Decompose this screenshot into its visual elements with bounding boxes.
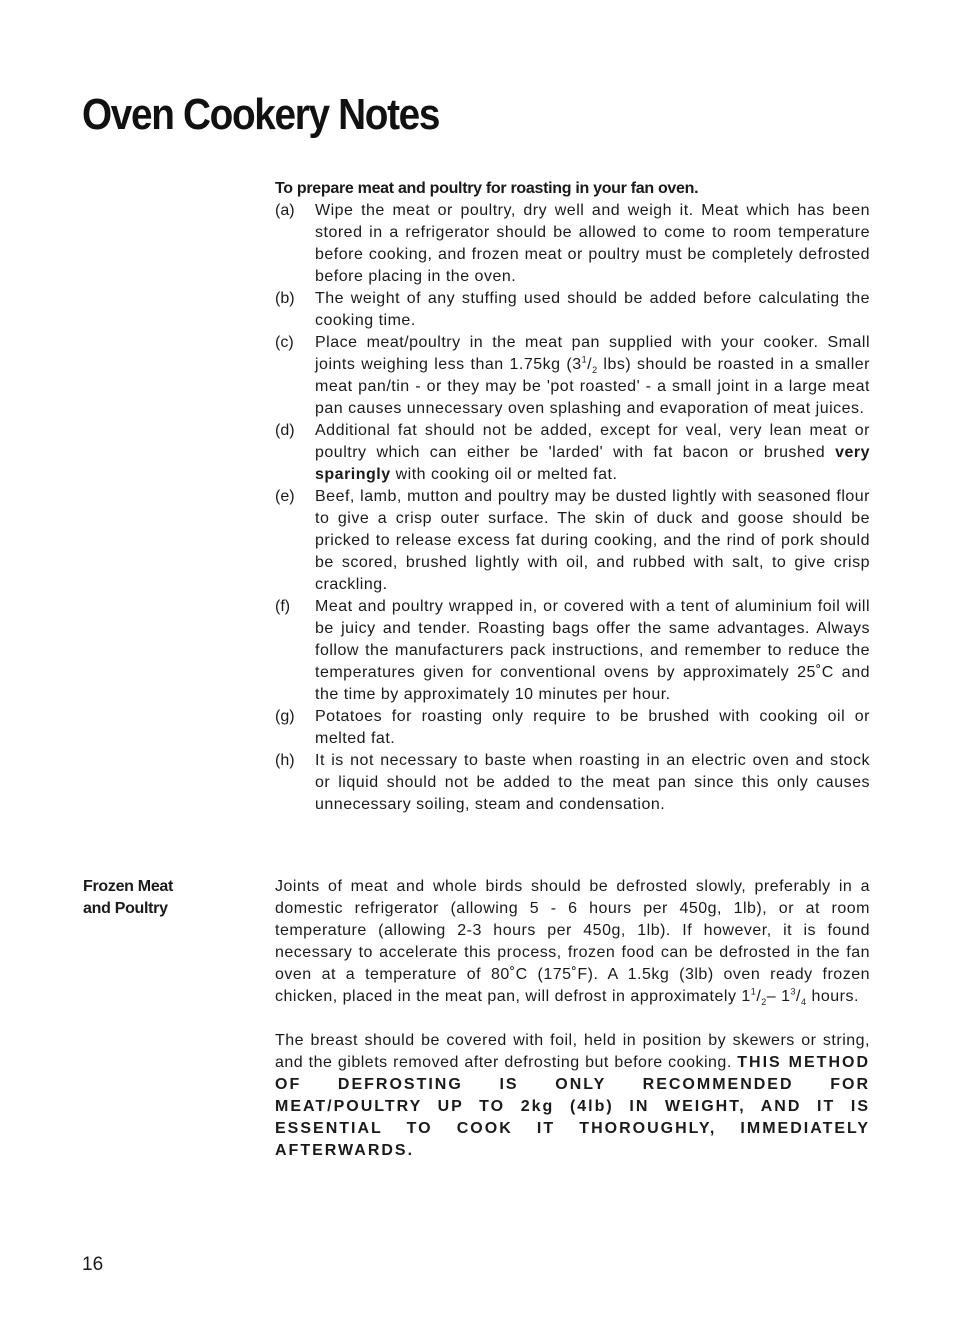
list-item-a <box>275 200 870 288</box>
fraction-numerator: 1 <box>581 354 588 365</box>
warning-text: THIS METHOD OF DEFROSTING IS ONLY RECOMMENDED FOR MEAT/POULTRY UP TO 2kg (4lb) IN WEIGHT, AND IT IS ESSENTIAL TO COOK IT THOROUGHLY, IMMEDIATELY AFTERWARDS. <box>275 1054 871 1159</box>
item-text: Wipe the meat or poultry, dry well and weigh it. Meat which has been stored in a refrigerator should be allowed to come to room temperature before cooking, and frozen meat or poultry must be completely defrosted before placing in the oven. <box>315 202 870 285</box>
list-item-g <box>275 706 870 750</box>
paragraph-text: Joints of meat and whole birds should be defrosted slowly, preferably in a domestic refrigerator (allowing 5 - 6 hours per 450g, 1lb), or at room temperature (allowing 2-3 hours per 450g, 1lb). If however, it is found necessary to accelerate this process, frozen food can be defrosted in the fan oven at a temperature of 80˚C (175˚F). A 1.5kg (3lb) oven ready frozen chicken, placed in the meat pan, will defrost in approximately 1 <box>275 878 870 1005</box>
item-label: (h) <box>275 752 295 769</box>
item-label: (c) <box>275 334 294 351</box>
roasting-section <box>275 178 870 816</box>
item-text-part: with cooking oil or melted fat. <box>390 466 618 483</box>
item-text: It is not necessary to baste when roasting in an electric oven and stock or liquid should not be added to the meat pan since this only causes unnecessary soiling, steam and condensation. <box>315 752 870 813</box>
fraction-denominator: 2 <box>761 997 767 1008</box>
item-text-part: Place meat/poultry in the meat pan supplied with your cooker. Small joints weighing less than 1.75kg (3 <box>315 334 870 373</box>
frozen-paragraph-2 <box>275 1030 870 1162</box>
item-label: (f) <box>275 598 291 615</box>
item-text: Potatoes for roasting only require to be brushed with cooking oil or melted fat. <box>315 708 870 747</box>
frozen-paragraph-1: Joints of meat and whole birds should be defrosted slowly, preferably in a domestic refrigerator (allowing 5 - 6 hours per 450g, 1lb), or at room temperature (allowing 2-3 hours per 450g, 1lb). If however, it is found necessary to accelerate this process, frozen food can be defrosted in the fan oven at a temperature of 80˚C (175˚F). A 1.5kg (3lb) oven ready frozen chicken, placed in the meat pan, will defrost in approximately $1^1/_2-$ $1^3/_4$ hours. <box>275 878 870 1008</box>
list-item-b <box>275 288 870 332</box>
heading-line: Frozen Meat <box>83 878 174 895</box>
list-item-c <box>275 332 870 420</box>
item-text: The weight of any stuffing used should be added before calculating the cooking time. <box>315 290 870 329</box>
emphasis-text: very sparingly <box>315 444 870 483</box>
list-item-d <box>275 420 870 486</box>
item-label: (e) <box>275 488 295 505</box>
list-item-e <box>275 486 870 596</box>
item-text-part: Additional fat should not be added, except for veal, very lean meat or poultry which can either be 'larded' with fat bacon or brushed <box>315 422 870 461</box>
fraction-numerator: 3 <box>790 986 797 997</box>
paragraph-text: hours. <box>806 988 859 1005</box>
page-title: Oven Cookery Notes <box>82 90 440 139</box>
page-number: 16 <box>82 1254 104 1275</box>
item-text: Place meat/poultry in the meat pan supplied with your cooker. Small joints weighing less than 1.75kg ($3^1/_2$ lbs) should be roasted in a smaller meat pan/tin - or they may be 'pot roasted' - a small joint in a large meat pan causes unnecessary oven splashing and evaporation of meat juices. <box>315 334 871 417</box>
item-label: (a) <box>275 202 295 219</box>
item-text: Beef, lamb, mutton and poultry may be dusted lightly with seasoned flour to give a crisp outer surface. The skin of duck and goose should be pricked to release excess fat during cooking, and the rind of pork should be scored, brushed lightly with oil, and rubbed with salt, to give crisp crackling. <box>315 488 870 593</box>
list-item-h <box>275 750 870 816</box>
heading-line: and Poultry <box>83 900 168 917</box>
paragraph-text: The breast should be covered with foil, held in position by skewers or string, and the giblets removed after defrosting but before cooking. <box>275 1032 870 1071</box>
item-text: Meat and poultry wrapped in, or covered with a tent of aluminium foil will be juicy and tender. Roasting bags offer the same advantages. Always follow the manufacturers pack instructions, and remember to reduce the temperatures given for conventional ovens by approximately 25˚C and the time by approximately 10 minutes per hour. <box>315 598 870 703</box>
item-label: (b) <box>275 290 295 307</box>
frozen-section <box>275 876 870 1162</box>
item-label: (g) <box>275 708 295 725</box>
fraction-denominator: 4 <box>801 997 807 1008</box>
paragraph-text: – 1 <box>766 988 791 1005</box>
item-label: (d) <box>275 422 295 439</box>
roasting-heading: To prepare meat and poultry for roasting in your fan oven. <box>275 180 699 197</box>
item-text-part: lbs) should be roasted in a smaller meat pan/tin - or they may be 'pot roasted' - a small joint in a large meat pan causes unnecessary oven splashing and evaporation of meat juices. <box>315 356 871 417</box>
list-item-f <box>275 596 870 706</box>
fraction-denominator: 2 <box>592 365 598 376</box>
fraction-numerator: 1 <box>750 986 757 997</box>
item-text <box>315 420 870 486</box>
frozen-meat-heading <box>83 876 243 920</box>
